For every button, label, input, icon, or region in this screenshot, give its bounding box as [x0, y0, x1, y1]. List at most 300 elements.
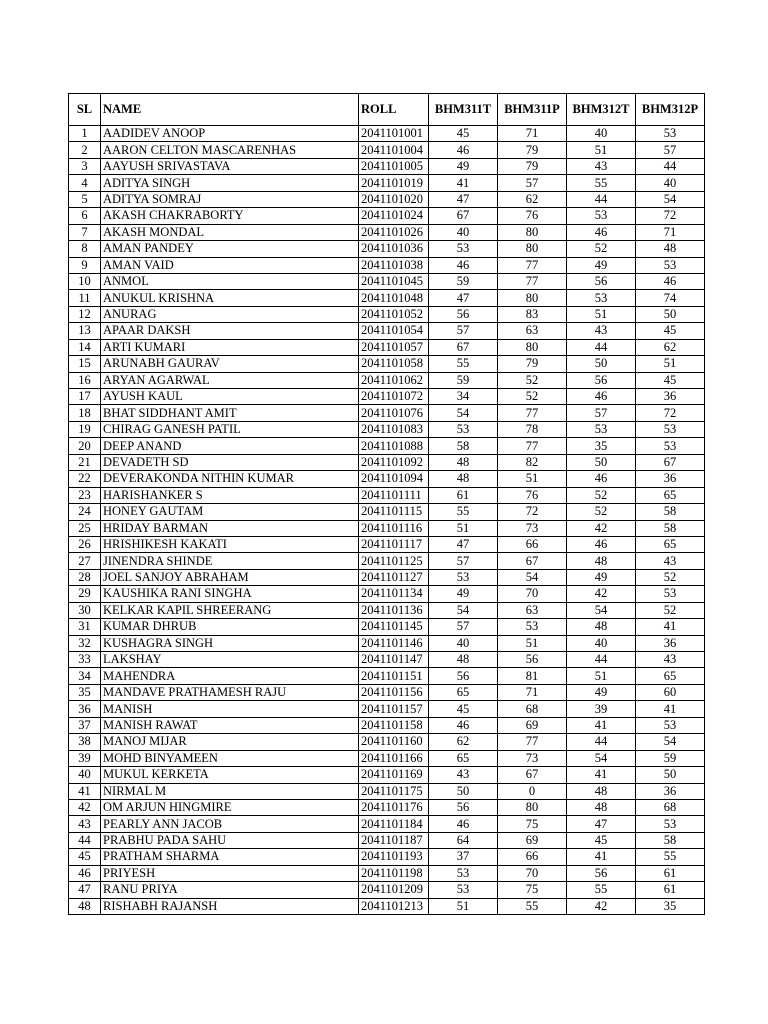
- cell-bhm311p: 67: [498, 767, 567, 783]
- cell-sl: 35: [69, 684, 101, 700]
- cell-bhm311t: 57: [429, 553, 498, 569]
- cell-roll: 2041101117: [359, 536, 429, 552]
- cell-roll: 2041101045: [359, 273, 429, 289]
- cell-bhm312p: 53: [636, 586, 705, 602]
- cell-name: JINENDRA SHINDE: [101, 553, 359, 569]
- cell-roll: 2041101136: [359, 602, 429, 618]
- cell-roll: 2041101038: [359, 257, 429, 273]
- cell-sl: 4: [69, 175, 101, 191]
- cell-bhm311p: 52: [498, 389, 567, 405]
- cell-bhm311p: 63: [498, 323, 567, 339]
- marks-table: [68, 93, 705, 915]
- cell-name: DEEP ANAND: [101, 438, 359, 454]
- cell-bhm311p: 55: [498, 898, 567, 914]
- cell-bhm311p: 54: [498, 569, 567, 585]
- cell-bhm311p: 62: [498, 191, 567, 207]
- table-row: [69, 421, 705, 437]
- cell-roll: 2041101160: [359, 734, 429, 750]
- table-row: [69, 372, 705, 388]
- cell-bhm311t: 40: [429, 224, 498, 240]
- cell-sl: 6: [69, 208, 101, 224]
- cell-bhm311p: 71: [498, 126, 567, 142]
- cell-bhm311t: 65: [429, 750, 498, 766]
- table-row: [69, 290, 705, 306]
- cell-bhm312p: 40: [636, 175, 705, 191]
- cell-bhm311t: 53: [429, 882, 498, 898]
- cell-roll: 2041101057: [359, 339, 429, 355]
- cell-sl: 34: [69, 668, 101, 684]
- table-row: [69, 865, 705, 881]
- table-row: [69, 882, 705, 898]
- cell-bhm311t: 45: [429, 701, 498, 717]
- cell-bhm311t: 37: [429, 849, 498, 865]
- cell-roll: 2041101094: [359, 471, 429, 487]
- table-row: [69, 816, 705, 832]
- cell-roll: 2041101054: [359, 323, 429, 339]
- cell-bhm311t: 51: [429, 520, 498, 536]
- cell-bhm312t: 46: [567, 536, 636, 552]
- header-bhm312t: BHM312T: [567, 94, 636, 126]
- cell-bhm312p: 68: [636, 799, 705, 815]
- cell-bhm312t: 48: [567, 553, 636, 569]
- cell-name: ADITYA SOMRAJ: [101, 191, 359, 207]
- cell-sl: 15: [69, 356, 101, 372]
- cell-bhm312p: 72: [636, 405, 705, 421]
- table-row: [69, 799, 705, 815]
- cell-bhm311p: 70: [498, 586, 567, 602]
- table-row: [69, 142, 705, 158]
- header-row: [69, 94, 705, 126]
- cell-bhm311t: 67: [429, 339, 498, 355]
- cell-sl: 16: [69, 372, 101, 388]
- cell-bhm312p: 58: [636, 504, 705, 520]
- cell-bhm312p: 54: [636, 734, 705, 750]
- cell-bhm311p: 79: [498, 142, 567, 158]
- cell-bhm312t: 49: [567, 257, 636, 273]
- table-row: [69, 717, 705, 733]
- cell-bhm311t: 58: [429, 438, 498, 454]
- cell-bhm311p: 80: [498, 224, 567, 240]
- cell-sl: 30: [69, 602, 101, 618]
- cell-bhm311t: 65: [429, 684, 498, 700]
- cell-bhm311p: 80: [498, 241, 567, 257]
- cell-bhm311p: 76: [498, 208, 567, 224]
- cell-bhm311t: 48: [429, 454, 498, 470]
- cell-bhm312p: 43: [636, 553, 705, 569]
- cell-bhm312p: 50: [636, 306, 705, 322]
- cell-bhm311p: 77: [498, 273, 567, 289]
- cell-bhm311t: 46: [429, 717, 498, 733]
- cell-roll: 2041101157: [359, 701, 429, 717]
- cell-bhm312t: 50: [567, 454, 636, 470]
- cell-roll: 2041101116: [359, 520, 429, 536]
- table-row: [69, 438, 705, 454]
- cell-bhm311p: 0: [498, 783, 567, 799]
- table-row: [69, 553, 705, 569]
- table-row: [69, 454, 705, 470]
- cell-bhm312p: 35: [636, 898, 705, 914]
- cell-sl: 37: [69, 717, 101, 733]
- cell-name: HRISHIKESH KAKATI: [101, 536, 359, 552]
- cell-bhm312t: 53: [567, 290, 636, 306]
- cell-bhm311p: 79: [498, 158, 567, 174]
- cell-bhm312t: 55: [567, 175, 636, 191]
- cell-bhm312t: 43: [567, 158, 636, 174]
- cell-name: APAAR DAKSH: [101, 323, 359, 339]
- cell-name: KAUSHIKA RANI SINGHA: [101, 586, 359, 602]
- cell-bhm311t: 57: [429, 619, 498, 635]
- cell-bhm311p: 76: [498, 487, 567, 503]
- cell-roll: 2041101076: [359, 405, 429, 421]
- cell-roll: 2041101146: [359, 635, 429, 651]
- cell-roll: 2041101020: [359, 191, 429, 207]
- cell-sl: 38: [69, 734, 101, 750]
- cell-bhm312t: 41: [567, 849, 636, 865]
- cell-name: MANDAVE PRATHAMESH RAJU: [101, 684, 359, 700]
- cell-sl: 18: [69, 405, 101, 421]
- cell-bhm311t: 51: [429, 898, 498, 914]
- cell-bhm311t: 48: [429, 652, 498, 668]
- table-row: [69, 684, 705, 700]
- cell-bhm312t: 53: [567, 208, 636, 224]
- cell-bhm312p: 41: [636, 701, 705, 717]
- cell-bhm311t: 59: [429, 372, 498, 388]
- cell-roll: 2041101209: [359, 882, 429, 898]
- cell-bhm312t: 42: [567, 898, 636, 914]
- cell-sl: 48: [69, 898, 101, 914]
- cell-bhm312p: 55: [636, 849, 705, 865]
- cell-bhm311p: 80: [498, 799, 567, 815]
- cell-bhm312t: 44: [567, 339, 636, 355]
- cell-roll: 2041101125: [359, 553, 429, 569]
- cell-bhm311p: 79: [498, 356, 567, 372]
- cell-sl: 19: [69, 421, 101, 437]
- cell-name: AMAN VAID: [101, 257, 359, 273]
- cell-bhm312t: 40: [567, 126, 636, 142]
- cell-bhm311p: 53: [498, 619, 567, 635]
- table-row: [69, 783, 705, 799]
- cell-roll: 2041101062: [359, 372, 429, 388]
- cell-sl: 20: [69, 438, 101, 454]
- cell-bhm311t: 59: [429, 273, 498, 289]
- cell-roll: 2041101184: [359, 816, 429, 832]
- cell-name: AKASH CHAKRABORTY: [101, 208, 359, 224]
- cell-bhm312p: 62: [636, 339, 705, 355]
- cell-roll: 2041101175: [359, 783, 429, 799]
- cell-bhm311p: 66: [498, 849, 567, 865]
- cell-bhm312t: 52: [567, 241, 636, 257]
- cell-sl: 36: [69, 701, 101, 717]
- cell-bhm312p: 61: [636, 882, 705, 898]
- table-row: [69, 652, 705, 668]
- cell-bhm312t: 42: [567, 520, 636, 536]
- cell-bhm312p: 45: [636, 323, 705, 339]
- cell-bhm312t: 52: [567, 487, 636, 503]
- cell-sl: 17: [69, 389, 101, 405]
- cell-bhm311t: 34: [429, 389, 498, 405]
- cell-bhm312p: 36: [636, 783, 705, 799]
- cell-bhm311t: 53: [429, 865, 498, 881]
- cell-bhm311p: 78: [498, 421, 567, 437]
- cell-bhm312t: 56: [567, 372, 636, 388]
- cell-sl: 29: [69, 586, 101, 602]
- cell-bhm311p: 56: [498, 652, 567, 668]
- cell-roll: 2041101024: [359, 208, 429, 224]
- cell-bhm312p: 60: [636, 684, 705, 700]
- cell-name: HONEY GAUTAM: [101, 504, 359, 520]
- table-row: [69, 602, 705, 618]
- cell-bhm312t: 48: [567, 799, 636, 815]
- cell-bhm312p: 65: [636, 487, 705, 503]
- cell-roll: 2041101198: [359, 865, 429, 881]
- cell-bhm311p: 66: [498, 536, 567, 552]
- cell-bhm312t: 52: [567, 504, 636, 520]
- cell-bhm311t: 47: [429, 536, 498, 552]
- cell-bhm311t: 47: [429, 290, 498, 306]
- cell-bhm312p: 41: [636, 619, 705, 635]
- cell-name: ANUKUL KRISHNA: [101, 290, 359, 306]
- cell-name: MOHD BINYAMEEN: [101, 750, 359, 766]
- cell-roll: 2041101169: [359, 767, 429, 783]
- cell-roll: 2041101088: [359, 438, 429, 454]
- cell-name: LAKSHAY: [101, 652, 359, 668]
- cell-bhm312t: 43: [567, 323, 636, 339]
- cell-bhm312p: 58: [636, 520, 705, 536]
- cell-roll: 2041101193: [359, 849, 429, 865]
- cell-bhm312p: 54: [636, 191, 705, 207]
- table-row: [69, 175, 705, 191]
- cell-name: DEVADETH SD: [101, 454, 359, 470]
- cell-sl: 5: [69, 191, 101, 207]
- cell-bhm311t: 46: [429, 816, 498, 832]
- cell-name: NIRMAL M: [101, 783, 359, 799]
- cell-bhm312t: 50: [567, 356, 636, 372]
- cell-sl: 44: [69, 832, 101, 848]
- cell-bhm311p: 73: [498, 520, 567, 536]
- cell-roll: 2041101005: [359, 158, 429, 174]
- cell-sl: 14: [69, 339, 101, 355]
- cell-bhm311p: 75: [498, 882, 567, 898]
- cell-bhm311p: 77: [498, 405, 567, 421]
- cell-roll: 2041101026: [359, 224, 429, 240]
- cell-sl: 24: [69, 504, 101, 520]
- cell-roll: 2041101187: [359, 832, 429, 848]
- cell-sl: 43: [69, 816, 101, 832]
- cell-bhm311t: 57: [429, 323, 498, 339]
- table-row: [69, 504, 705, 520]
- cell-bhm312p: 72: [636, 208, 705, 224]
- cell-name: MANISH RAWAT: [101, 717, 359, 733]
- cell-bhm312t: 54: [567, 750, 636, 766]
- cell-bhm312t: 46: [567, 471, 636, 487]
- table-row: [69, 832, 705, 848]
- cell-bhm312p: 67: [636, 454, 705, 470]
- cell-bhm311t: 53: [429, 241, 498, 257]
- cell-bhm312t: 49: [567, 684, 636, 700]
- cell-sl: 31: [69, 619, 101, 635]
- cell-bhm311t: 43: [429, 767, 498, 783]
- cell-bhm311p: 57: [498, 175, 567, 191]
- cell-bhm311p: 80: [498, 290, 567, 306]
- cell-sl: 41: [69, 783, 101, 799]
- header-name: NAME: [101, 94, 359, 126]
- cell-sl: 7: [69, 224, 101, 240]
- cell-name: RISHABH RAJANSH: [101, 898, 359, 914]
- cell-name: OM ARJUN HINGMIRE: [101, 799, 359, 815]
- cell-bhm312t: 44: [567, 652, 636, 668]
- cell-roll: 2041101158: [359, 717, 429, 733]
- cell-name: HARISHANKER S: [101, 487, 359, 503]
- cell-bhm311t: 55: [429, 356, 498, 372]
- table-row: [69, 586, 705, 602]
- cell-name: AARON CELTON MASCARENHAS: [101, 142, 359, 158]
- cell-sl: 22: [69, 471, 101, 487]
- table-row: [69, 471, 705, 487]
- cell-bhm312p: 46: [636, 273, 705, 289]
- cell-name: DEVERAKONDA NITHIN KUMAR: [101, 471, 359, 487]
- cell-bhm311t: 56: [429, 799, 498, 815]
- cell-roll: 2041101019: [359, 175, 429, 191]
- cell-bhm312t: 44: [567, 734, 636, 750]
- cell-bhm312t: 42: [567, 586, 636, 602]
- cell-name: HRIDAY BARMAN: [101, 520, 359, 536]
- table-row: [69, 158, 705, 174]
- cell-bhm312p: 52: [636, 569, 705, 585]
- cell-bhm311t: 56: [429, 668, 498, 684]
- cell-bhm311p: 82: [498, 454, 567, 470]
- cell-bhm312t: 48: [567, 619, 636, 635]
- cell-roll: 2041101092: [359, 454, 429, 470]
- cell-bhm311p: 73: [498, 750, 567, 766]
- cell-name: MANOJ MIJAR: [101, 734, 359, 750]
- cell-bhm312p: 65: [636, 536, 705, 552]
- cell-sl: 21: [69, 454, 101, 470]
- cell-bhm312t: 41: [567, 717, 636, 733]
- cell-bhm311p: 63: [498, 602, 567, 618]
- cell-name: KUMAR DHRUB: [101, 619, 359, 635]
- cell-bhm312p: 45: [636, 372, 705, 388]
- table-row: [69, 635, 705, 651]
- cell-sl: 23: [69, 487, 101, 503]
- cell-bhm311p: 75: [498, 816, 567, 832]
- table-row: [69, 569, 705, 585]
- cell-bhm312p: 58: [636, 832, 705, 848]
- cell-sl: 47: [69, 882, 101, 898]
- table-row: [69, 767, 705, 783]
- cell-bhm311t: 46: [429, 257, 498, 273]
- cell-roll: 2041101147: [359, 652, 429, 668]
- cell-sl: 1: [69, 126, 101, 142]
- cell-bhm311t: 62: [429, 734, 498, 750]
- cell-roll: 2041101083: [359, 421, 429, 437]
- table-row: [69, 241, 705, 257]
- cell-bhm312t: 53: [567, 421, 636, 437]
- cell-bhm312p: 36: [636, 389, 705, 405]
- cell-bhm312p: 71: [636, 224, 705, 240]
- table-row: [69, 356, 705, 372]
- table-row: [69, 520, 705, 536]
- table-row: [69, 701, 705, 717]
- cell-bhm311p: 67: [498, 553, 567, 569]
- cell-sl: 11: [69, 290, 101, 306]
- cell-name: MUKUL KERKETA: [101, 767, 359, 783]
- table-row: [69, 273, 705, 289]
- cell-bhm311p: 70: [498, 865, 567, 881]
- cell-roll: 2041101004: [359, 142, 429, 158]
- cell-bhm312t: 45: [567, 832, 636, 848]
- cell-bhm311p: 71: [498, 684, 567, 700]
- cell-name: AAYUSH SRIVASTAVA: [101, 158, 359, 174]
- cell-name: PRIYESH: [101, 865, 359, 881]
- cell-roll: 2041101052: [359, 306, 429, 322]
- cell-sl: 27: [69, 553, 101, 569]
- cell-roll: 2041101213: [359, 898, 429, 914]
- cell-bhm312t: 56: [567, 273, 636, 289]
- cell-name: AYUSH KAUL: [101, 389, 359, 405]
- cell-name: AKASH MONDAL: [101, 224, 359, 240]
- header-roll: ROLL: [359, 94, 429, 126]
- cell-sl: 8: [69, 241, 101, 257]
- table-row: [69, 619, 705, 635]
- cell-bhm312p: 51: [636, 356, 705, 372]
- cell-bhm311t: 48: [429, 471, 498, 487]
- cell-name: ADITYA SINGH: [101, 175, 359, 191]
- cell-roll: 2041101166: [359, 750, 429, 766]
- table-row: [69, 898, 705, 914]
- cell-bhm311t: 46: [429, 142, 498, 158]
- cell-bhm312t: 57: [567, 405, 636, 421]
- cell-bhm311p: 81: [498, 668, 567, 684]
- cell-bhm311t: 56: [429, 306, 498, 322]
- cell-sl: 10: [69, 273, 101, 289]
- cell-bhm312p: 61: [636, 865, 705, 881]
- table-row: [69, 126, 705, 142]
- cell-name: RANU PRIYA: [101, 882, 359, 898]
- cell-sl: 2: [69, 142, 101, 158]
- cell-sl: 33: [69, 652, 101, 668]
- table-row: [69, 323, 705, 339]
- cell-name: PRABHU PADA SAHU: [101, 832, 359, 848]
- header-sl: SL: [69, 94, 101, 126]
- cell-roll: 2041101036: [359, 241, 429, 257]
- cell-name: ARTI KUMARI: [101, 339, 359, 355]
- table-row: [69, 487, 705, 503]
- cell-bhm312t: 51: [567, 142, 636, 158]
- cell-bhm311t: 47: [429, 191, 498, 207]
- cell-sl: 45: [69, 849, 101, 865]
- cell-sl: 39: [69, 750, 101, 766]
- cell-sl: 32: [69, 635, 101, 651]
- header-bhm312p: BHM312P: [636, 94, 705, 126]
- cell-bhm311t: 67: [429, 208, 498, 224]
- cell-bhm312p: 53: [636, 717, 705, 733]
- cell-roll: 2041101111: [359, 487, 429, 503]
- cell-bhm312t: 56: [567, 865, 636, 881]
- cell-bhm312t: 41: [567, 767, 636, 783]
- table-row: [69, 191, 705, 207]
- cell-bhm312p: 74: [636, 290, 705, 306]
- cell-bhm311p: 51: [498, 635, 567, 651]
- cell-name: ARYAN AGARWAL: [101, 372, 359, 388]
- cell-name: BHAT SIDDHANT AMIT: [101, 405, 359, 421]
- cell-sl: 46: [69, 865, 101, 881]
- cell-roll: 2041101072: [359, 389, 429, 405]
- table-row: [69, 750, 705, 766]
- table-row: [69, 306, 705, 322]
- cell-bhm311t: 61: [429, 487, 498, 503]
- table-row: [69, 224, 705, 240]
- table-row: [69, 339, 705, 355]
